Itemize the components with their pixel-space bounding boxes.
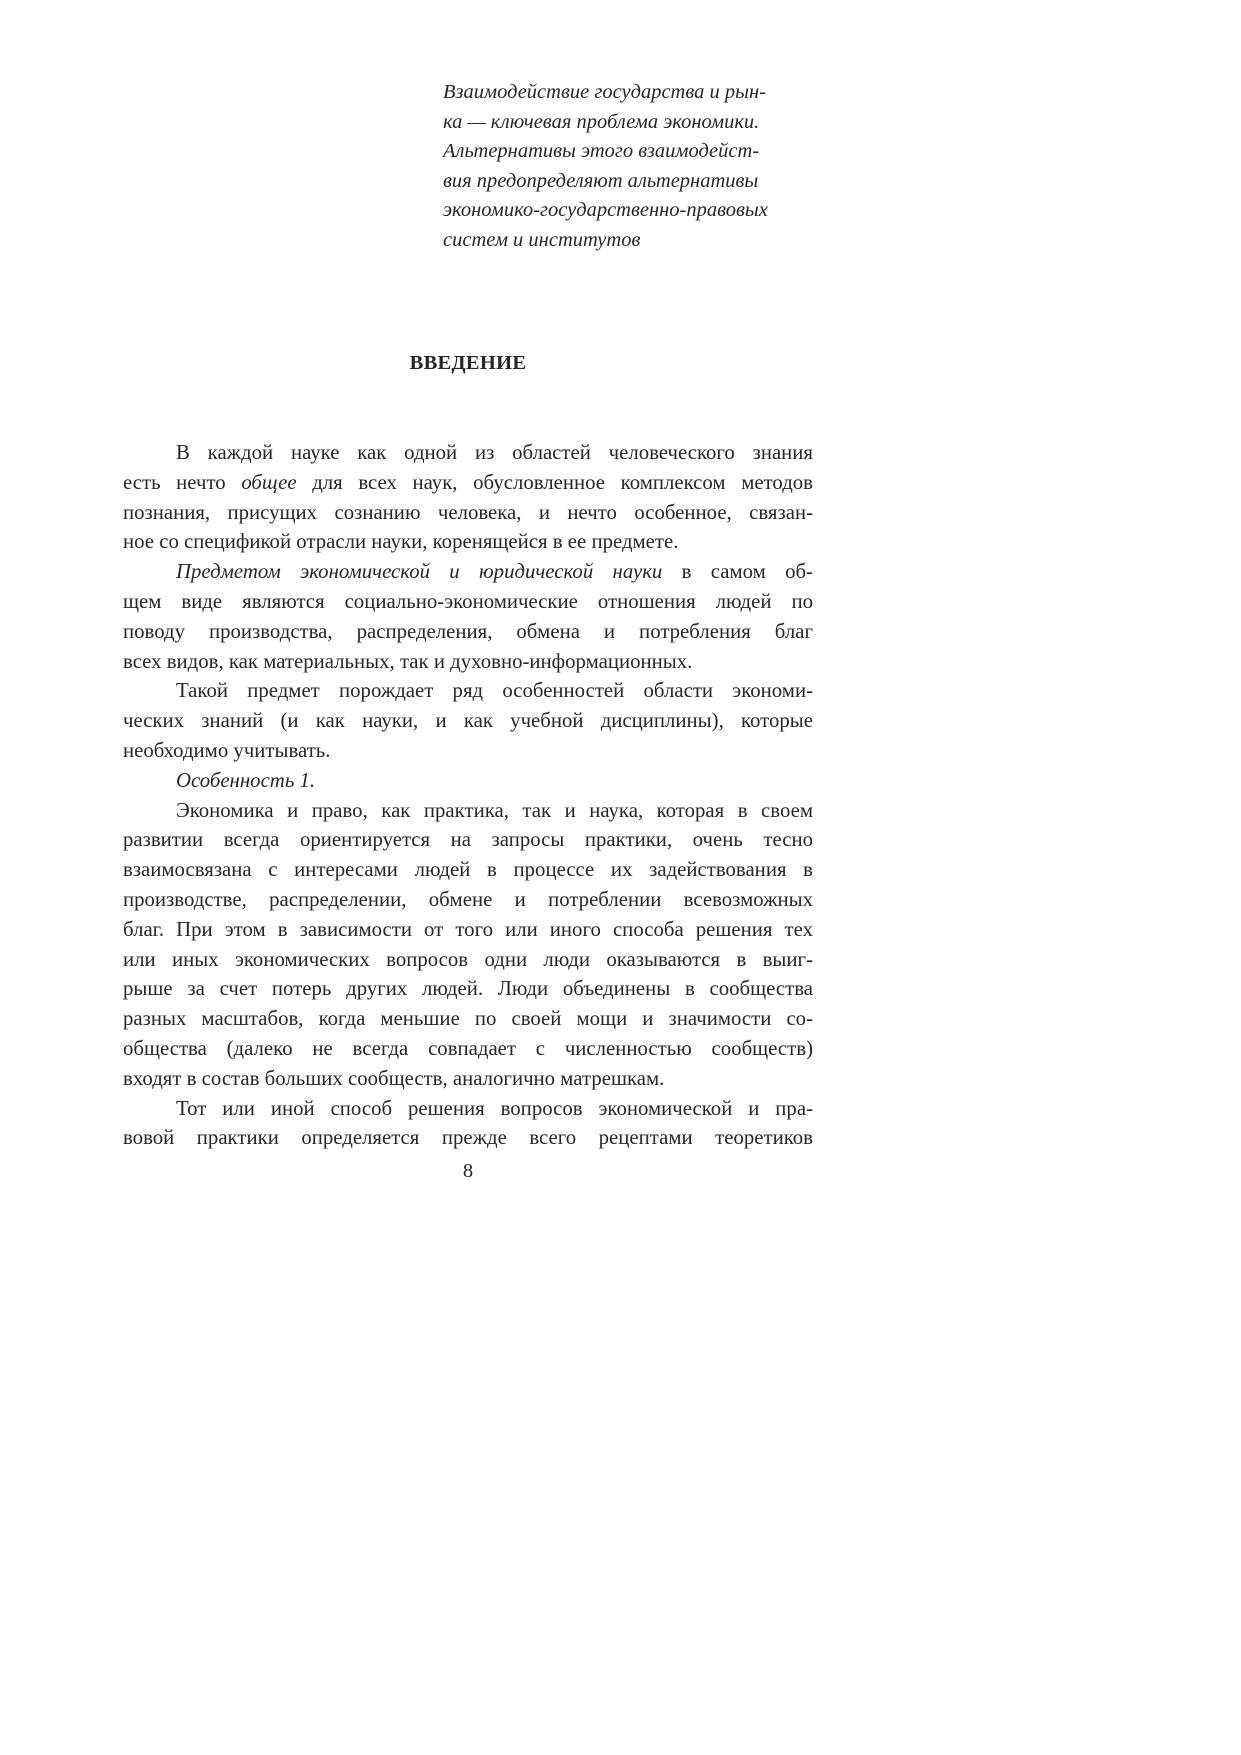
page-number: 8 (462, 1160, 474, 1182)
paragraph-4 (123, 766, 813, 796)
text-line: развитии всегда ориентируется на запросы практики, очень тесно (123, 828, 813, 852)
text-run: в самом об- (662, 560, 813, 584)
epigraph-line: ка — ключевая проблема экономики. (443, 110, 760, 133)
text-line: Экономика и право, как практика, так и наука, которая в своем (176, 798, 813, 822)
paragraph-1 (123, 438, 813, 557)
text-line: или иных экономических вопросов одни люди оказываются в выиг- (123, 947, 813, 971)
text-run: для всех наук, обусловленное комплексом методов (296, 470, 813, 494)
text-line: взаимосвязана с интересами людей в процессе их задействования в (123, 858, 813, 882)
epigraph-line: Взаимодействие государства и рын- (443, 81, 766, 103)
text-line: всех видов, как материальных, так и духовно-информационных. (123, 649, 693, 673)
text-line: производстве, распределении, обмене и потреблении всевозможных (123, 887, 813, 911)
epigraph-line: Альтернативы этого взаимодейст- (443, 140, 760, 163)
epigraph-line: систем и институтов (443, 228, 641, 251)
text-line (123, 468, 813, 498)
emphasis-text: Предметом экономической и юридической науки (176, 560, 663, 584)
section-heading: ВВЕДЕНИЕ (409, 352, 527, 374)
text-line: разных масштабов, когда меньшие по своей мощи и значимости со- (123, 1007, 813, 1031)
text-line: ное со спецификой отрасли науки, коренящейся в ее предмете. (123, 530, 679, 554)
feature-label: Особенность 1. (176, 768, 316, 792)
epigraph-line: вия предопределяют альтернативы (443, 169, 759, 192)
text-line: Такой предмет порождает ряд особенностей области экономи- (176, 679, 813, 703)
text-line: щем виде являются социально-экономические отношения людей по (123, 589, 813, 613)
epigraph-line: экономико-государственно-правовых (443, 199, 768, 222)
body-text (123, 438, 813, 1153)
paragraph-3 (123, 676, 813, 765)
text-line: поводу производства, распределения, обмена и потребления благ (123, 619, 813, 643)
text-line: необходимо учитывать. (123, 738, 331, 762)
emphasis-text: общее (241, 470, 297, 494)
paragraph-5 (123, 796, 813, 1094)
text-line: вовой практики определяется прежде всего рецептами теоретиков (123, 1126, 813, 1150)
text-line: рыше за счет потерь других людей. Люди объединены в сообщества (123, 977, 813, 1001)
text-line: ческих знаний (и как науки, и как учебной дисциплины), которые (123, 709, 813, 733)
text-line: познания, присущих сознанию человека, и нечто особенное, связан- (123, 500, 813, 524)
text-line: Тот или иной способ решения вопросов экономической и пра- (176, 1096, 813, 1120)
text-line: общества (далеко не всегда совпадает с численностью сообществ) (123, 1036, 813, 1060)
epigraph (443, 78, 813, 256)
text-line: входят в состав больших сообществ, аналогично матрешкам. (123, 1066, 665, 1090)
paragraph-6 (123, 1094, 813, 1154)
text-run: есть нечто (123, 470, 242, 494)
paragraph-2 (123, 557, 813, 676)
text-line (123, 557, 813, 587)
text-line: В каждой науке как одной из областей человеческого знания (176, 441, 813, 464)
text-line: благ. При этом в зависимости от того или иного способа решения тех (123, 917, 813, 941)
